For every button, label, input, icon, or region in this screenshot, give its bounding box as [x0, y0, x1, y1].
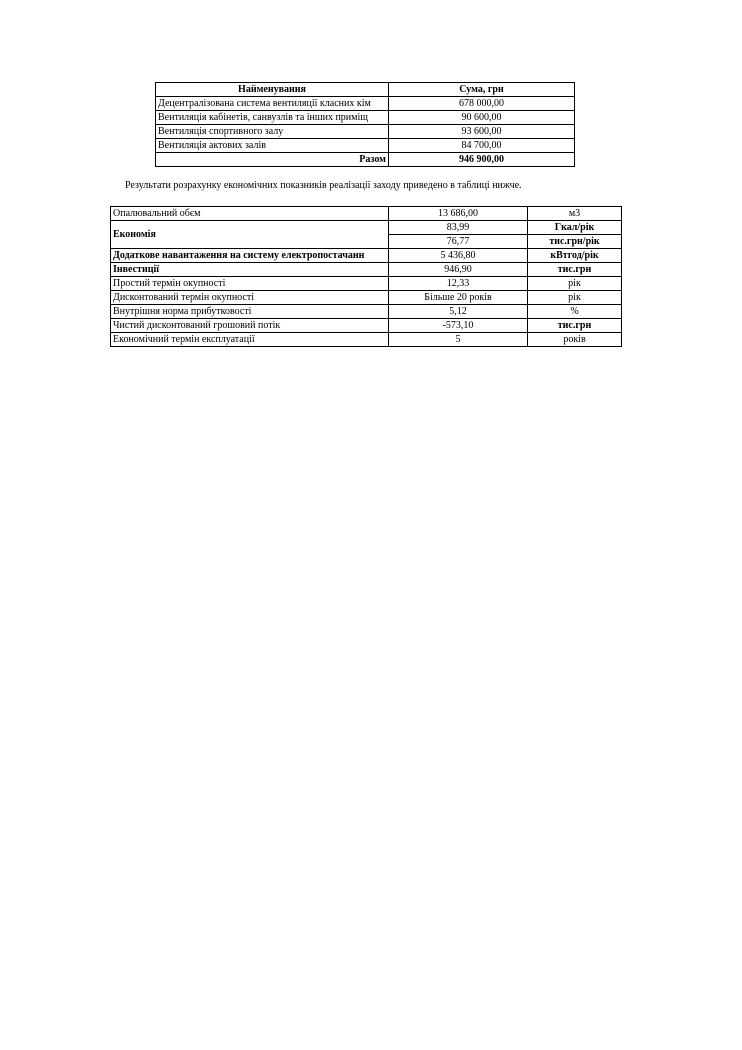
row-unit: тис.грн	[528, 263, 622, 277]
row-value: 5	[389, 333, 528, 347]
row-value: 946,90	[389, 263, 528, 277]
intro-paragraph: Результати розрахунку економічних показників реалізації заходу приведено в таблиці нижче.	[125, 180, 522, 191]
results-row-economy	[111, 221, 622, 235]
row-unit: кВтгод/рік	[528, 249, 622, 263]
row-unit: рік	[528, 277, 622, 291]
cost-table-total-row	[156, 153, 575, 167]
results-row-additional-load	[111, 249, 622, 263]
results-table	[110, 206, 622, 347]
cost-item-sum: 93 600,00	[389, 125, 575, 139]
results-row-discounted-payback	[111, 291, 622, 305]
row-label: Інвестиції	[111, 263, 389, 277]
results-row-lifetime	[111, 333, 622, 347]
total-value: 946 900,00	[389, 153, 575, 167]
cost-item-sum: 90 600,00	[389, 111, 575, 125]
row-label: Опалювальний обєм	[111, 207, 389, 221]
header-sum: Сума, грн	[389, 83, 575, 97]
row-label: Дисконтований термін окупності	[111, 291, 389, 305]
cost-table-header-row	[156, 83, 575, 97]
row-value: -573,10	[389, 319, 528, 333]
cost-table-row	[156, 125, 575, 139]
cost-table	[155, 82, 575, 167]
row-label: Чистий дисконтований грошовий потік	[111, 319, 389, 333]
row-value: 5,12	[389, 305, 528, 319]
results-row-heated-volume	[111, 207, 622, 221]
row-label: Додаткове навантаження на систему електропостачанн	[111, 249, 389, 263]
row-unit: тис.грн	[528, 319, 622, 333]
cost-item-sum: 84 700,00	[389, 139, 575, 153]
row-value: 83,99	[389, 221, 528, 235]
results-row-investments	[111, 263, 622, 277]
cost-item-name: Децентралізована система вентиляції класних кім	[156, 97, 389, 111]
cost-table-row	[156, 139, 575, 153]
row-unit: Гкал/рік	[528, 221, 622, 235]
results-row-irr	[111, 305, 622, 319]
row-value: 13 686,00	[389, 207, 528, 221]
row-unit: років	[528, 333, 622, 347]
cost-item-sum: 678 000,00	[389, 97, 575, 111]
row-unit: %	[528, 305, 622, 319]
cost-table-row	[156, 111, 575, 125]
row-label: Економічний термін експлуатації	[111, 333, 389, 347]
cost-table-row	[156, 97, 575, 111]
results-row-simple-payback	[111, 277, 622, 291]
row-value: 76,77	[389, 235, 528, 249]
cost-item-name: Вентиляція спортивного залу	[156, 125, 389, 139]
row-label: Простий термін окупності	[111, 277, 389, 291]
row-value: 12,33	[389, 277, 528, 291]
row-unit: рік	[528, 291, 622, 305]
cost-item-name: Вентиляція актових залів	[156, 139, 389, 153]
row-label: Економія	[111, 221, 389, 249]
row-value: 5 436,80	[389, 249, 528, 263]
cost-item-name: Вентиляція кабінетів, санвузлів та інших приміщ	[156, 111, 389, 125]
total-label: Разом	[156, 153, 389, 167]
row-unit: тис.грн/рік	[528, 235, 622, 249]
results-row-npv	[111, 319, 622, 333]
row-unit: м3	[528, 207, 622, 221]
header-name: Найменування	[156, 83, 389, 97]
row-value: Більше 20 років	[389, 291, 528, 305]
row-label: Внутрішня норма прибутковості	[111, 305, 389, 319]
